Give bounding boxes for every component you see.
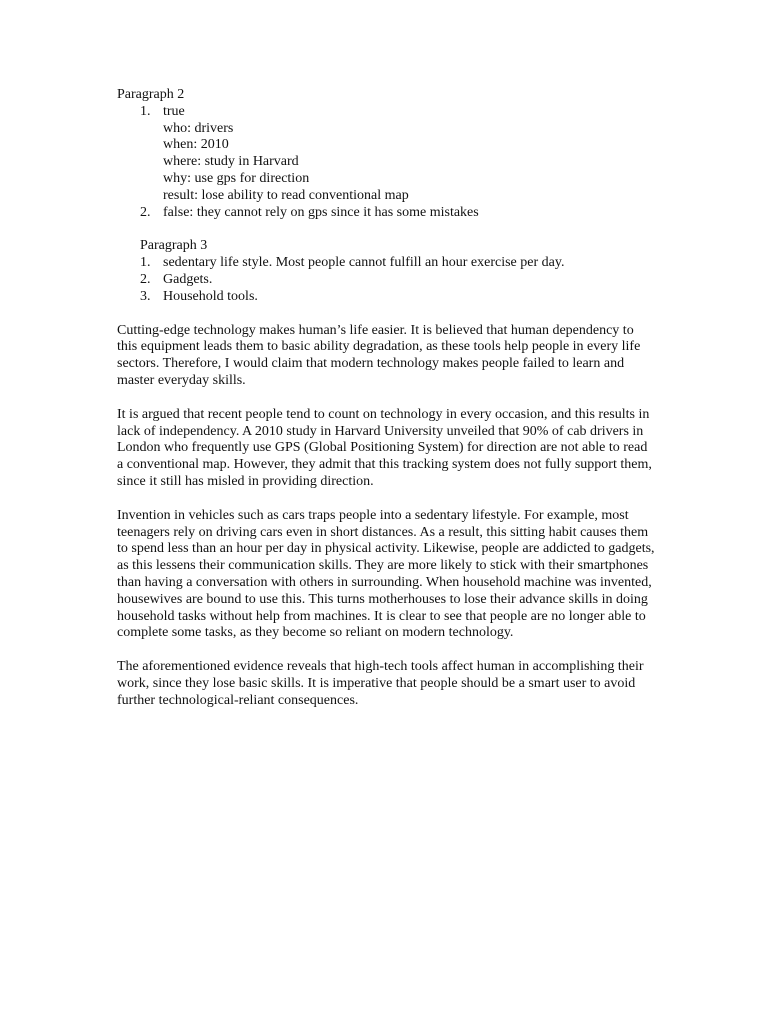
paragraph-2-heading: Paragraph 2: [117, 87, 185, 102]
essay-paragraph-body-2: Invention in vehicles such as cars traps people into a sedentary lifestyle. For example, most teenagers rely on driving cars even in short distances. As a result, this sitting habit causes them to spend less than an hour per day in physical activity. Likewise, people are addicted to gadgets, as this lessens their communication skills. They are more likely to stick with their smartphones than having a conversation with others in surrounding. When household machine was invented, housewives are bound to use this. This turns motherhouses to lose their advance skills in doing household tasks without help from machines. It is clear to see that people are no longer able to complete some tasks, as they become so reliant on modern technology.: [117, 507, 655, 641]
list-number: 2.: [140, 271, 151, 287]
sub-item-who: who: drivers: [163, 120, 234, 136]
sub-item-when: when: 2010: [163, 137, 229, 153]
paragraph-3-heading: Paragraph 3: [140, 238, 208, 254]
list-item: [117, 289, 657, 306]
sub-item-why: why: use gps for direction: [163, 170, 310, 186]
list-text: false: they cannot rely on gps since it has some mistakes: [163, 204, 479, 220]
essay-paragraph-intro: Cutting-edge technology makes human’s life easier. It is believed that human dependency to this equipment leads them to basic ability degradation, as these tools help people in every life sectors. Therefore, I would claim that modern technology makes people failed to learn and master everyday skills.: [117, 322, 641, 388]
list-text: Gadgets.: [163, 271, 213, 287]
list-text: true: [163, 103, 185, 119]
list-item: [117, 104, 657, 121]
document-page: [117, 87, 657, 727]
essay-body: [117, 323, 657, 710]
sub-item-result: result: lose ability to read conventional map: [163, 187, 409, 203]
list-text: Household tools.: [163, 288, 258, 304]
list-text: sedentary life style. Most people cannot fulfill an hour exercise per day.: [163, 255, 565, 271]
list-number: 3.: [140, 288, 151, 304]
list-item: [117, 205, 657, 222]
list-number: 1.: [140, 103, 151, 119]
essay-paragraph-body-1: It is argued that recent people tend to count on technology in every occasion, and this results in lack of independency. A 2010 study in Harvard University unveiled that 90% of cab drivers in London who frequently use GPS (Global Positioning System) for direction are not able to read a conventional map. However, they admit that this tracking system does not fully support them, since it still has misled in providing direction.: [117, 406, 652, 489]
list-item: [117, 255, 657, 272]
list-number: 2.: [140, 204, 151, 220]
sub-item-where: where: study in Harvard: [163, 154, 299, 170]
list-number: 1.: [140, 255, 151, 271]
list-item: [117, 272, 657, 289]
essay-paragraph-conclusion: The aforementioned evidence reveals that high-tech tools affect human in accomplishing their work, since they lose basic skills. It is imperative that people should be a smart user to avoid further technological-reliant consequences.: [117, 659, 644, 708]
